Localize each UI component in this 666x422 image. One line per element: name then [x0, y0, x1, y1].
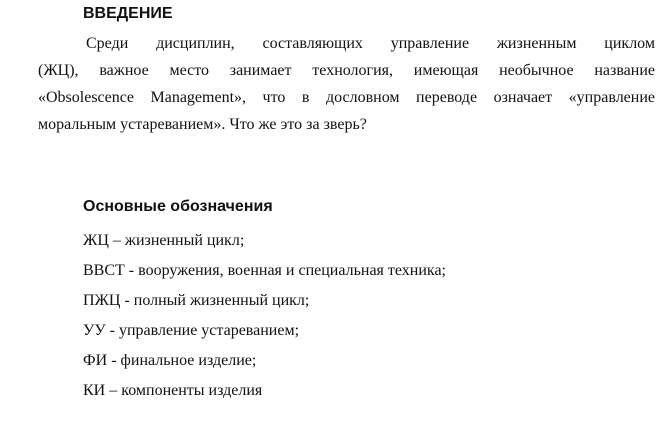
list-item: ЖЦ – жизненный цикл; — [83, 232, 245, 249]
list-item: ФИ - финальное изделие; — [83, 352, 257, 369]
list-item: ПЖЦ - полный жизненный цикл; — [83, 292, 310, 309]
abbreviations-list — [83, 226, 446, 406]
paragraph-line: (ЖЦ), важное место занимает технология, имеющая необычное название — [38, 62, 655, 79]
paragraph-line: «Obsolescence Management», что в дословном переводе означает «управление — [38, 89, 655, 106]
paragraph-line: Среди дисциплин, составляющих управление жизненным циклом — [86, 35, 655, 52]
abbreviations-heading: Основные обозначения — [83, 198, 273, 215]
list-item: ВВСТ - вооружения, военная и специальная техника; — [83, 262, 446, 279]
list-item: КИ – компоненты изделия — [83, 382, 263, 399]
section-heading: ВВЕДЕНИЕ — [83, 5, 173, 22]
paragraph-line: моральным устареванием». Что же это за зверь? — [38, 116, 367, 133]
intro-paragraph — [38, 30, 655, 138]
list-item: УУ - управление устареванием; — [83, 322, 300, 339]
